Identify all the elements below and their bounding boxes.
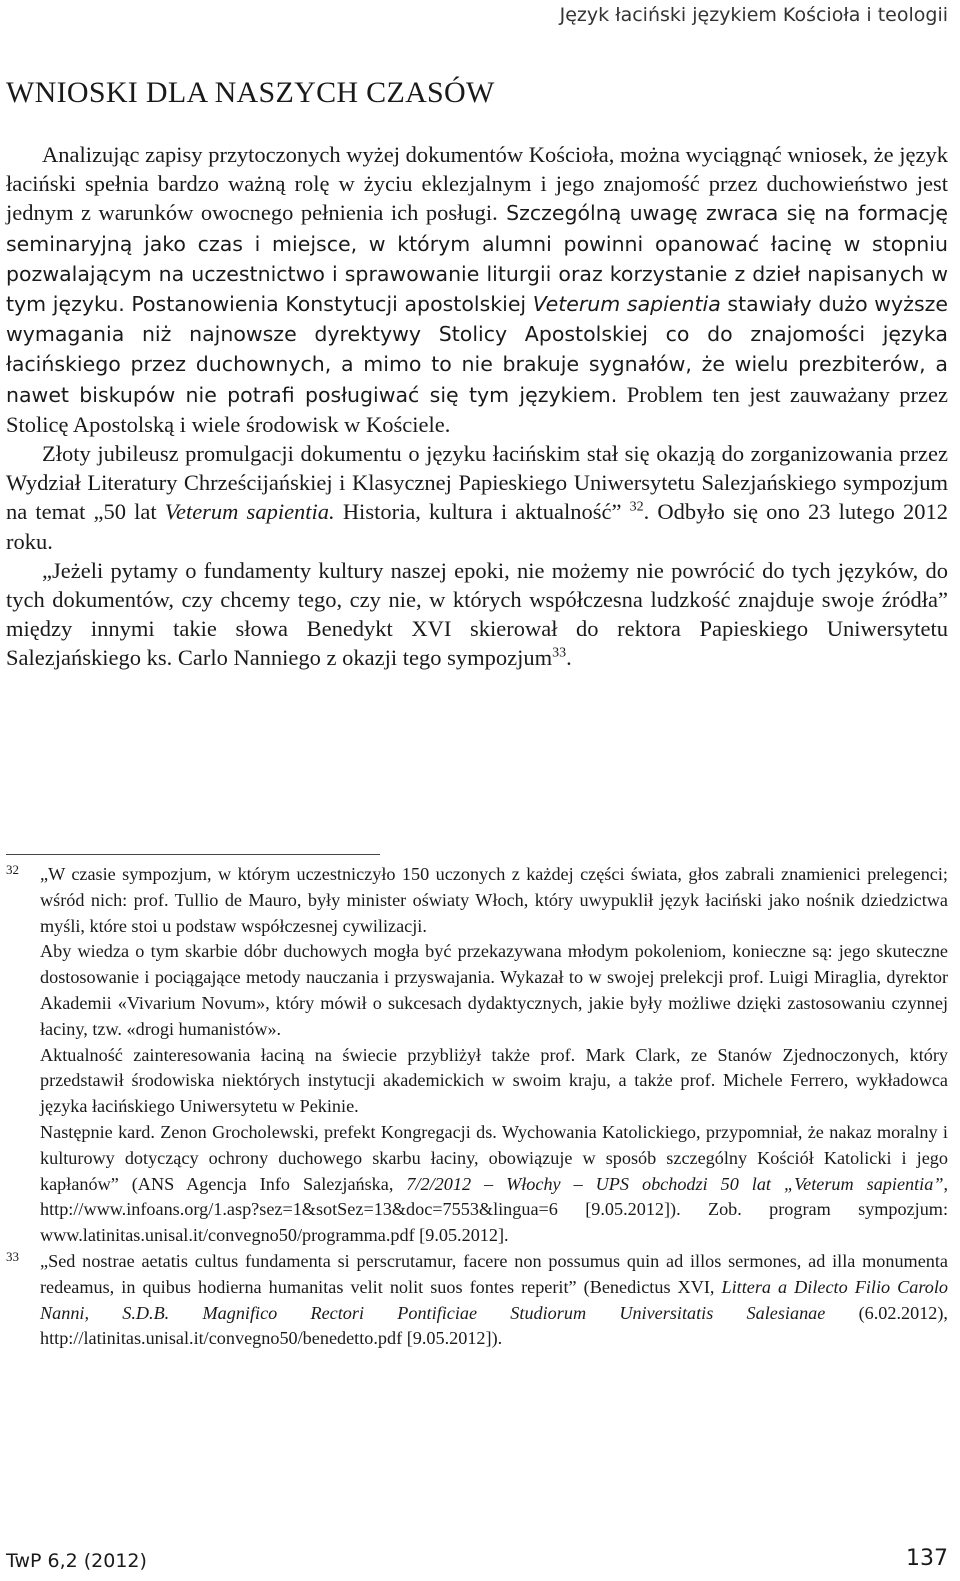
running-header: Język łaciński językiem Kościoła i teologii: [559, 4, 948, 26]
footnote-number: 33: [6, 1248, 19, 1264]
paragraph-1-part-e: Problem ten jest zauważany przez Stolicę Apostolską i wiele środowisk w Kościele.: [6, 381, 948, 437]
footnote-32-para-1: „W czasie sympozjum, w którym uczestniczyło 150 uczonych z każdej części świata, głos zabrali znamienici prelegenci; wśród nich: prof. Tullio de Mauro, były minister oświaty Włoch, który uwypuklił język łaciński jako nośnik dziedzictwa myśli, które stoi u podstaw współczesnej cywilizacji.: [40, 864, 948, 936]
footnote-33: [6, 1249, 948, 1352]
paragraph-2-part-a: Złoty jubileusz promulgacji dokumentu o języku łacińskim stał się okazją do zorganizowania przez Wydział Literatury Chrześcijańskiej i Klasycznej Papieskiego Uniwersytetu Salezjańskiego sympozjum na temat „50 lat: [6, 441, 948, 525]
paragraph-2-part-c: Historia, kultura i aktualność”: [334, 499, 622, 525]
body-text: [6, 140, 948, 673]
paragraph-1-part-a: Analizując zapisy przytoczonych wyżej dokumentów Kościoła, można wyciągnąć wniosek, że język łaciński spełnia bardzo ważną rolę w życiu eklezjalnym i jego znajomość przez duchowieństwo jest jednym z warunków owocnego pełnienia ich posługi.: [6, 142, 948, 226]
footnote-32-para-2: Aby wiedza o tym skarbie dóbr duchowych mogła być przekazywana młodym pokoleniom, konieczne są: jego skuteczne dostosowanie i pociągające metody nauczania i przyswajania. Wykazał to w swojej prelekcji prof. Luigi Miraglia, dyrektor Akademii «Vivarium Novum», który mówił o sukcesach dydaktycznych, jakie były możliwe dzięki zastosowaniu czynnej łaciny, tzw. «drogi humanistów».: [40, 941, 948, 1039]
paragraph-3-text: „Jeżeli pytamy o fundamenty kultury naszej epoki, nie możemy nie powrócić do tych języków, do tych dokumentów, czy chcemy tego, czy nie, w których współczesna ludzkość znajduje swoje źródła” między innymi takie słowa Benedykt XVI skierował do rektora Papieskiego Uniwersytetu Salezjańskiego ks. Carlo Nanniego z okazji tego sympozjum: [6, 557, 948, 671]
journal-citation: TwP 6,2 (2012): [6, 1550, 147, 1572]
footnote-32-para-4-italic: 7/2/2012 – Włochy – UPS obchodzi 50 lat „Veterum sapientia”: [406, 1173, 944, 1194]
paragraph-2-part-d: . Odbyło się ono 23 lutego 2012 roku.: [6, 499, 949, 554]
footnotes: [6, 862, 948, 1352]
footnote-33-a: „Sed nostrae aetatis cultus fundamenta si perscrutamur, facere non possumus quin ad illos sermones, ad illa monumenta redeamus, in quibus hodierna humanitas velit nolit suos fontes reperit” (Benedictus XVI,: [40, 1250, 948, 1297]
footnote-32-para-4: [40, 1120, 948, 1249]
paragraph-1-part-b: Szczególną uwagę zwraca się na formację seminaryjną jako czas i miejsce, w którym alumni powinni opanować łacinę w stopniu pozwalającym na uczestnictwo i sprawowanie liturgii oraz korzystanie z dzieł napisanych w tym języku. Postanowienia Konstytucji apostolskiej: [6, 201, 948, 317]
footnote-32: [6, 862, 948, 1249]
paragraph-3-end: .: [566, 645, 572, 671]
footnote-ref-33[interactable]: 33: [552, 645, 567, 661]
paragraph-2-italic: Veterum sapientia.: [164, 499, 335, 525]
page-number: 137: [906, 1546, 948, 1571]
paragraph-1: [6, 140, 948, 439]
footnote-ref-32[interactable]: 32: [629, 499, 644, 515]
section-title: WNIOSKI DLA NASZYCH CZASÓW: [6, 76, 495, 109]
paragraph-3: [6, 556, 948, 673]
footnote-33-c: (6.02.2012), http://latinitas.unisal.it/convegno50/benedetto.pdf [9.05.2012]).: [40, 1302, 948, 1349]
footnote-32-para-4-c: , http://www.infoans.org/1.asp?sez=1&sotSez=13&doc=7553&lingua=6 [9.05.2012]). Zob. program sympozjum: www.latinitas.unisal.it/convegno50/programma.pdf [9.05.2012].: [40, 1173, 948, 1246]
footnote-33-text: [40, 1249, 948, 1352]
veterum-sapientia-italic: Veterum sapientia: [532, 292, 721, 317]
footnote-divider: [6, 854, 380, 855]
paragraph-1-part-d: stawiały dużo wyższe wymagania niż najnowsze dyrektywy Stolicy Apostolskiej co do znajomości języka łacińskiego przez duchownych, a mimo to nie brakuje sygnałów, że wielu prezbiterów, a nawet biskupów nie potrafi posługiwać się tym językiem.: [6, 292, 948, 407]
footnote-number: 32: [6, 862, 19, 877]
footnote-33-italic: Littera a Dilecto Filio Carolo Nanni, S.D.B. Magnifico Rectori Pontificiae Studiorum Universitatis Salesianae: [40, 1276, 948, 1323]
footnote-32-para-3: Aktualność zainteresowania łaciną na świecie przybliżył także prof. Mark Clark, ze Stanów Zjednoczonych, który przedstawił środowiska niektórych instytucji akademickich w swoim kraju, a także prof. Michele Ferrero, wykładowca języka łacińskiego Uniwersytetu w Pekinie.: [40, 1044, 948, 1117]
paragraph-2: [6, 439, 948, 556]
footnote-32-para-4-a: Następnie kard. Zenon Grocholewski, prefekt Kongregacji ds. Wychowania Katolickiego, przypomniał, że nakaz moralny i kulturowy dotyczący ochrony duchowego skarbu łaciny, obowiązuje w sposób szczególny Kościół Katolicki i jego kapłanów” (ANS Agencja Info Salezjańska,: [40, 1121, 948, 1194]
